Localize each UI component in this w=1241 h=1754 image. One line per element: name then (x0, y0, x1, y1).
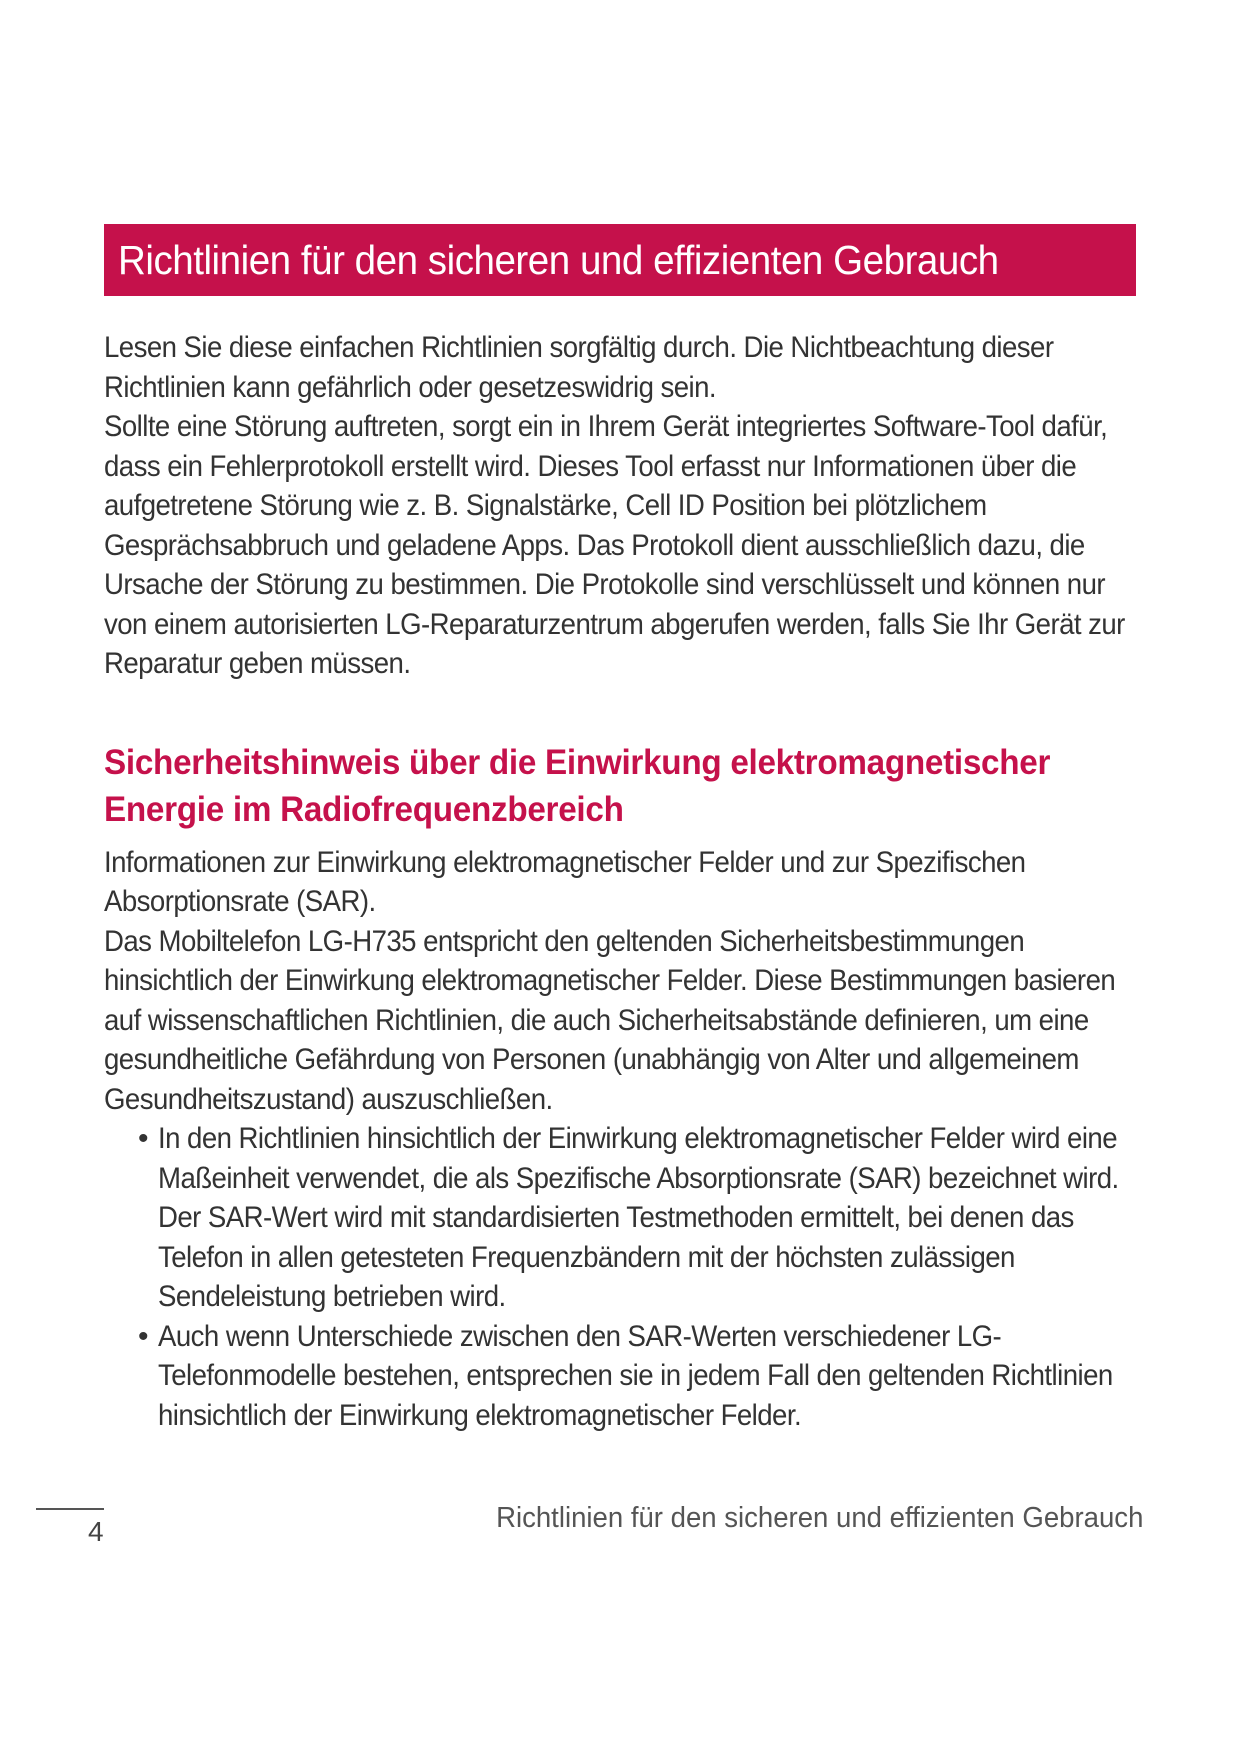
list-item (138, 1119, 1144, 1317)
footer-divider (36, 1508, 104, 1510)
list-item (138, 1317, 1144, 1436)
bullet-list (104, 1119, 1144, 1435)
section-paragraph-2: Das Mobiltelefon LG-H735 entspricht den geltenden Sicherheitsbestimmungen hinsichtlich der Einwirkung elektromagnetischer Felder. Diese Bestimmungen basieren auf wissenschaftlichen Richtlinien, die auch Sicherheitsabstände definieren, um eine gesundheitliche Gefährdung von Personen (unabhängig von Alter und allgemeinem Gesundheitszustand) auszuschließen. (104, 924, 1116, 1116)
intro-paragraph-2: Sollte eine Störung auftreten, sorgt ein in Ihrem Gerät integriertes Software-Tool dafür, dass ein Fehlerprotokoll erstellt wird. Dieses Tool erfasst nur Informationen über die aufgetretene Störung wie z. B. Signalstärke, Cell ID Position bei plötzlichem Gesprächsabbruch und geladene Apps. Das Protokoll dient ausschließlich dazu, die Ursache der Störung zu bestimmen. Die Protokolle sind verschlüsselt und können nur von einem autorisierten LG-Reparaturzentrum abgerufen werden, falls Sie Ihr Gerät zur Reparatur geben müssen. (104, 410, 1125, 680)
list-item-text: In den Richtlinien hinsichtlich der Einwirkung elektromagnetischer Felder wird eine Maßeinheit verwendet, die als Spezifische Absorptionsrate (SAR) bezeichnet wird. Der SAR-Wert wird mit standardisierten Testmethoden ermittelt, bei denen das Telefon in allen getesteten Frequenzbändern mit der höchsten zulässigen Sendeleistung betrieben wird. (158, 1122, 1119, 1313)
section-heading: Sicherheitshinweis über die Einwirkung elektromagnetischer Energie im Radiofrequenzbereich (104, 742, 1051, 829)
main-content (104, 328, 1144, 1435)
section-paragraph-1: Informationen zur Einwirkung elektromagnetischer Felder und zur Spezifischen Absorptionsrate (SAR). (104, 845, 1026, 918)
list-item-text: Auch wenn Unterschiede zwischen den SAR-Werten verschiedener LG-Telefonmodelle bestehen, entsprechen sie in jedem Fall den geltenden Richtlinien hinsichtlich der Einwirkung elektromagnetischer Felder. (158, 1319, 1113, 1432)
footer-title: Richtlinien für den sicheren und effizienten Gebrauch (495, 1502, 1143, 1534)
bullet-icon: • (138, 1122, 149, 1155)
bullet-icon: • (138, 1319, 149, 1353)
page-number: 4 (88, 1516, 104, 1547)
page-title-bar (104, 224, 1136, 296)
page-title: Richtlinien für den sicheren und effizienten Gebrauch (118, 236, 999, 283)
intro-paragraph-1: Lesen Sie diese einfachen Richtlinien sorgfältig durch. Die Nichtbeachtung dieser Richtlinien kann gefährlich oder gesetzeswidrig sein. (104, 331, 1054, 404)
